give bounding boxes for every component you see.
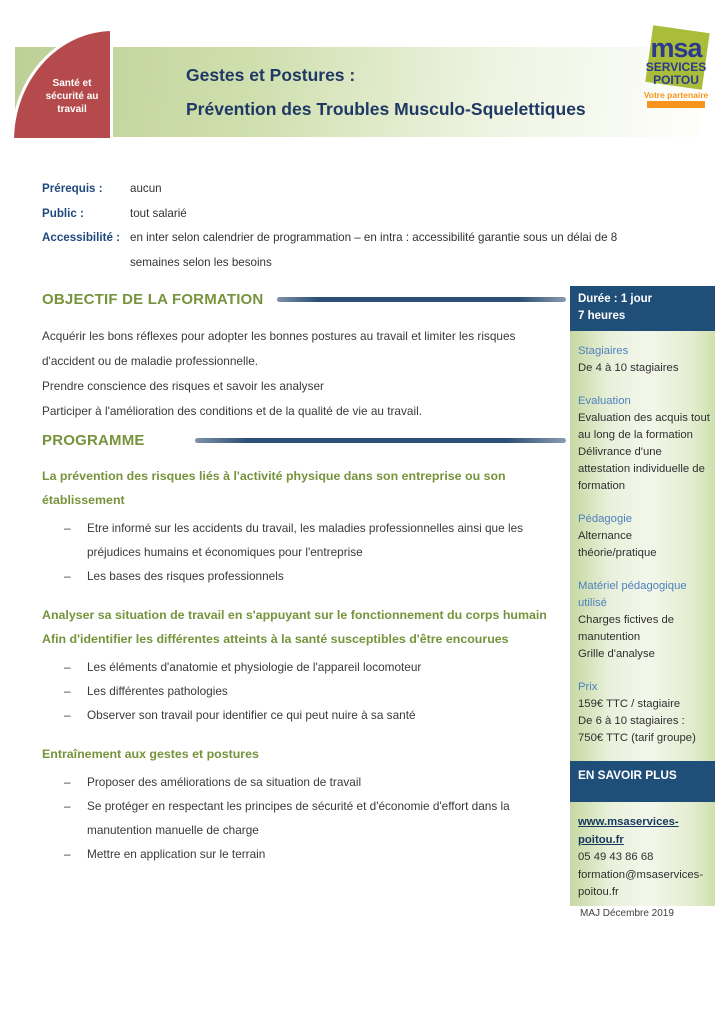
meta-label: Prérequis : [42, 182, 103, 195]
msa-logo [634, 22, 718, 142]
list-item [42, 703, 566, 727]
bullet-text: Observer son travail pour identifier ce qui peut nuire à sa santé [87, 708, 416, 722]
health-safety-badge [11, 28, 113, 141]
objectif-text [42, 324, 566, 424]
programme-heading: PROGRAMME [42, 432, 145, 449]
objectif-paragraph: Participer à l'amélioration des conditions et de la qualité de vie au travail. [42, 404, 422, 418]
email-address: formation@msaservices-poitou.fr [578, 868, 704, 898]
bullet-list [42, 655, 566, 727]
phone-number: 05 49 43 86 68 [578, 851, 654, 863]
sidebar-block-evaluation [578, 393, 710, 495]
dash-bullet-icon [64, 516, 87, 564]
dash-bullet-icon [64, 770, 87, 794]
heading-rule [277, 297, 566, 302]
sidebar-block-prix [578, 679, 710, 747]
dash-bullet-icon [64, 794, 87, 842]
list-item [42, 679, 566, 703]
heading-rule [195, 438, 566, 443]
sidebar-text: 750€ TTC (tarif groupe) [578, 732, 696, 744]
list-item [42, 516, 566, 564]
objectif-heading-row [42, 291, 566, 308]
logo-services-text: SERVICES [645, 60, 707, 74]
page-title [186, 58, 586, 126]
page-title-line1: Gestes et Postures : [186, 65, 356, 85]
bullet-text: Se protéger en respectant les principes de sécurité et d'économie d'effort dans la manutention manuelle de charge [87, 799, 510, 837]
bullet-text: Les différentes pathologies [87, 684, 228, 698]
section-title-line: La prévention des risques liés à l'activité physique dans son entreprise ou son [42, 469, 506, 483]
sidebar-block-pedagogie [578, 511, 710, 562]
list-item [42, 564, 566, 588]
dash-bullet-icon [64, 655, 87, 679]
duration-line2: 7 heures [578, 310, 626, 322]
sidebar-block-stagiaires [578, 343, 710, 377]
meta-row-accessibilite [42, 226, 666, 275]
dash-bullet-icon [64, 842, 87, 866]
list-item [42, 794, 566, 842]
section-title-line: Afin d'identifier les différentes atteints à la santé susceptibles d'être encourues [42, 632, 509, 646]
sidebar-text: Evaluation des acquis tout au long de la formation [578, 412, 710, 441]
sidebar-text: Alternance [578, 530, 633, 542]
bullet-list [42, 516, 566, 588]
sidebar-text: Délivrance d'une attestation individuelle de formation [578, 446, 705, 492]
bullet-text: Proposer des améliorations de sa situation de travail [87, 775, 362, 789]
list-item [42, 842, 566, 866]
sidebar-text: Charges fictives de manutention [578, 614, 675, 643]
objectif-paragraph: Prendre conscience des risques et savoir les analyser [42, 379, 324, 393]
contact-block [570, 802, 715, 902]
section-title-prevention [42, 464, 566, 512]
sidebar-text: De 6 à 10 stagiaires : [578, 715, 685, 727]
section-title-analyser [42, 603, 566, 651]
bullet-list [42, 770, 566, 866]
meta-label: Accessibilité : [42, 231, 120, 244]
logo-tagline: Votre partenaire [643, 90, 709, 100]
course-meta [42, 177, 666, 275]
list-item [42, 770, 566, 794]
info-sidebar [570, 286, 715, 906]
main-content [42, 285, 566, 866]
sidebar-label: Prix [578, 681, 598, 693]
meta-value: tout salarié [130, 206, 187, 220]
dash-bullet-icon [64, 564, 87, 588]
sidebar-body [570, 331, 715, 747]
meta-value: en inter selon calendrier de programmation – en intra : accessibilité garantie sous un délai de 8 semaines selon les besoins [130, 231, 618, 269]
logo-poitou-text: POITOU [653, 73, 699, 87]
sidebar-label: Evaluation [578, 395, 631, 407]
en-savoir-plus-title: EN SAVOIR PLUS [578, 768, 677, 782]
objectif-paragraph: Acquérir les bons réflexes pour adopter les bonnes postures au travail et limiter les risques d'accident ou de maladie professionnelle. [42, 329, 516, 368]
bullet-text: Les bases des risques professionnels [87, 569, 284, 583]
bullet-text: Les éléments d'anatomie et physiologie de l'appareil locomoteur [87, 660, 422, 674]
bullet-text: Mettre en application sur le terrain [87, 847, 266, 861]
sidebar-label: Stagiaires [578, 345, 629, 357]
programme-heading-row [42, 432, 566, 449]
meta-label: Public : [42, 206, 84, 220]
sidebar-text: Grille d'analyse [578, 648, 655, 660]
sidebar-block-materiel [578, 578, 710, 663]
dash-bullet-icon [64, 679, 87, 703]
dash-bullet-icon [64, 703, 87, 727]
badge-line: Santé et [52, 78, 92, 89]
section-title-line: Entraînement aux gestes et postures [42, 747, 259, 761]
meta-row-prerequis [42, 177, 666, 202]
list-item [42, 655, 566, 679]
section-title-entrainement [42, 742, 566, 766]
sidebar-text: théorie/pratique [578, 547, 657, 559]
bullet-text: Etre informé sur les accidents du travail, les maladies professionnelles ainsi que les préjudices humains et économiques pour l'entreprise [87, 521, 524, 559]
sidebar-text: De 4 à 10 stagiaires [578, 362, 679, 374]
section-title-line: établissement [42, 493, 125, 507]
badge-line: travail [57, 104, 87, 115]
section-title-line: Analyser sa situation de travail en s'appuyant sur le fonctionnement du corps humain [42, 608, 547, 622]
sidebar-text: 159€ TTC / stagiaire [578, 698, 681, 710]
meta-value: aucun [130, 182, 162, 195]
website-link[interactable]: www.msaservices-poitou.fr [578, 816, 679, 846]
badge-line: sécurité au [45, 91, 99, 102]
en-savoir-plus-box [570, 761, 715, 802]
sidebar-label: Matériel pédagogique utilisé [578, 580, 687, 609]
last-updated-note: MAJ Décembre 2019 [580, 908, 674, 919]
meta-row-public [42, 202, 666, 227]
logo-tagline-bar [647, 101, 705, 108]
logo-msa-text: msa [650, 33, 702, 63]
sidebar-label: Pédagogie [578, 513, 633, 525]
objectif-heading: OBJECTIF DE LA FORMATION [42, 291, 264, 308]
duration-line1: Durée : 1 jour [578, 293, 653, 305]
duration-box [570, 286, 715, 331]
page-title-line2: Prévention des Troubles Musculo-Squelettiques [186, 99, 586, 119]
